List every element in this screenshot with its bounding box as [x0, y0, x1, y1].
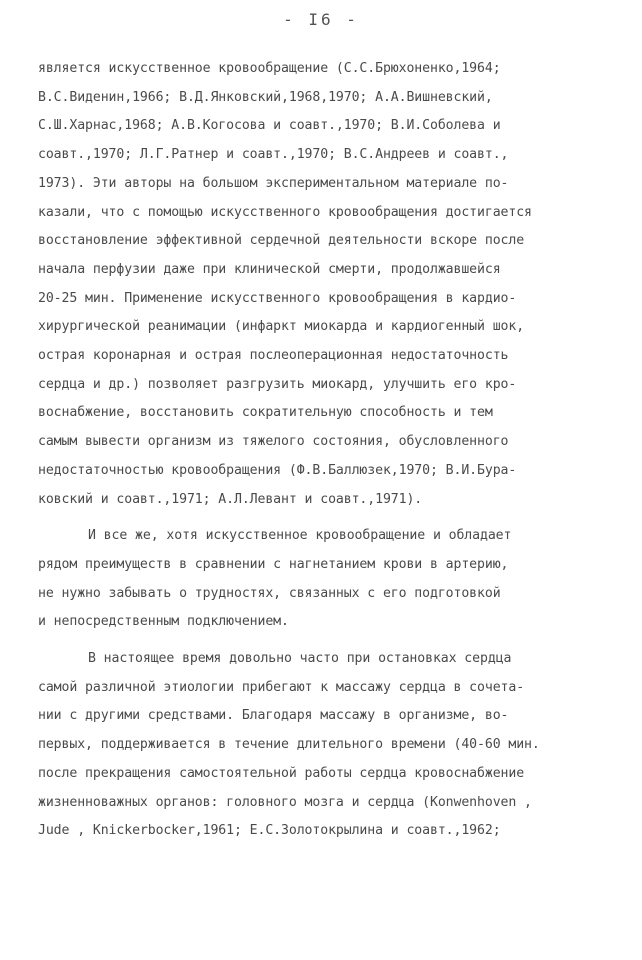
text-line: восстановление эффективной сердечной деятельности вскоре после	[38, 233, 525, 249]
body-text	[38, 55, 618, 846]
text-line: ковский и соавт.,1971; А.Л.Левант и соавт.,1971).	[38, 491, 423, 507]
page-number: - I6 -	[283, 10, 359, 29]
text-line: рядом преимуществ в сравнении с нагнетанием крови в артерию,	[38, 556, 509, 572]
text-line: самым вывести организм из тяжелого состояния, обусловленного	[38, 434, 509, 450]
paragraph	[38, 522, 618, 637]
paragraph	[38, 645, 618, 846]
text-line: недостаточностью кровообращения (Ф.В.Баллюзек,1970; В.И.Бура-	[38, 462, 517, 478]
paragraph-gap	[38, 514, 618, 522]
text-line: первых, поддерживается в течение длительного времени (40-60 мин.	[38, 737, 540, 753]
text-line: В.С.Виденин,1966; В.Д.Янковский,1968,1970; А.А.Вишневский,	[38, 89, 493, 105]
text-line: Jude , Knickerbocker,1961; Е.С.Золотокрылина и соавт.,1962;	[38, 823, 501, 839]
text-line: воснабжение, восстановить сократительную способность и тем	[38, 405, 493, 421]
text-line: начала перфузии даже при клинической смерти, продолжавшейся	[38, 261, 501, 277]
text-line: является искусственное кровообращение (С.С.Брюхоненко,1964;	[38, 61, 501, 76]
text-line: и непосредственным подключением.	[38, 614, 289, 630]
text-line: С.Ш.Харнас,1968; А.В.Когосова и соавт.,1970; В.И.Соболева и	[38, 118, 501, 134]
text-line: самой различной этиологии прибегают к массажу сердца в сочета-	[38, 679, 525, 695]
text-line: не нужно забывать о трудностях, связанных с его подготовкой	[38, 585, 501, 601]
text-line: В настоящее время довольно часто при остановках сердца	[88, 651, 512, 667]
text-line: жизненноважных органов: головного мозга и сердца (Konwenhoven ,	[38, 794, 532, 810]
text-line: хирургической реанимации (инфаркт миокарда и кардиогенный шок,	[38, 319, 525, 335]
text-line: 20-25 мин. Применение искусственного кровообращения в кардио-	[38, 290, 517, 306]
text-line: сердца и др.) позволяет разгрузить миокард, улучшить его кро-	[38, 376, 517, 392]
text-line: острая коронарная и острая послеоперационная недостаточность	[38, 348, 509, 364]
text-line: И все же, хотя искусственное кровообращение и обладает	[88, 528, 512, 544]
text-line: после прекращения самостоятельной работы сердца кровоснабжение	[38, 765, 525, 781]
text-line: 1973). Эти авторы на большом экспериментальном материале по-	[38, 175, 509, 191]
paragraph-gap	[38, 637, 618, 645]
text-line: нии с другими средствами. Благодаря массажу в организме, во-	[38, 708, 509, 724]
text-line: казали, что с помощью искусственного кровообращения достигается	[38, 204, 532, 220]
paragraph	[38, 55, 618, 514]
text-line: соавт.,1970; Л.Г.Ратнер и соавт.,1970; В.С.Андреев и соавт.,	[38, 147, 509, 163]
